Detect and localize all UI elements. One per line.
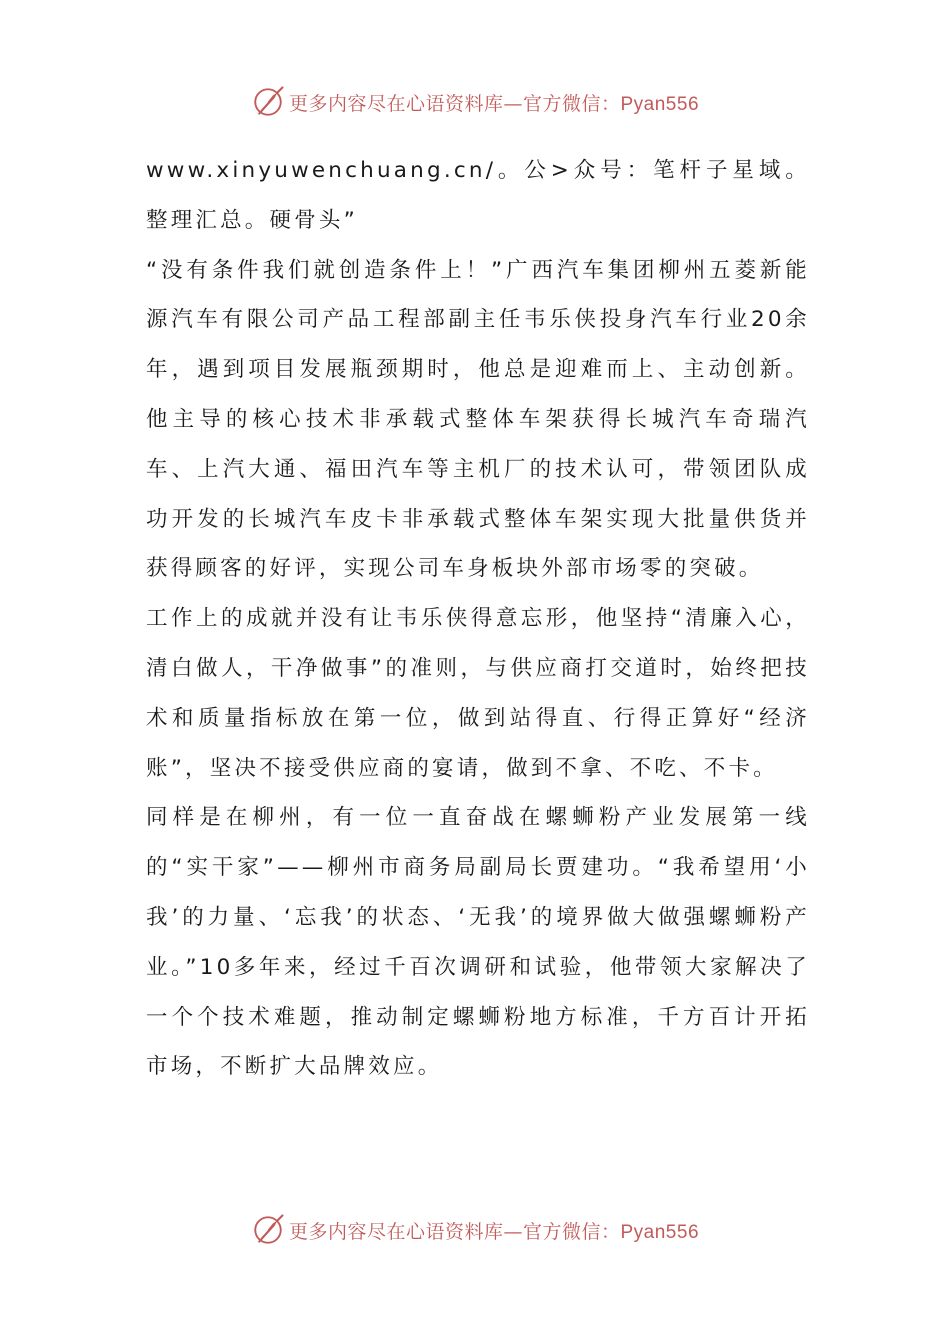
banner-text: 更多内容尽在心语资料库—官方微信：Pyan556 — [288, 1220, 700, 1243]
quill-pen-logo-icon — [251, 85, 285, 119]
document-body — [146, 146, 810, 1092]
footer-banner — [0, 1208, 950, 1252]
wechat-id: Pyan556 — [620, 93, 700, 115]
paragraph-3: 工作上的成就并没有让韦乐侠得意忘形，他坚持“清廉入心，清白做人，干净做事”的准则，与供应商打交道时，始终把技术和质量指标放在第一位，做到站得直、行得正算好“经济账”，坚决不接受供应商的宴请，做到不拿、不吃、不卡。 — [146, 606, 810, 781]
paragraph-4: 同样是在柳州，有一位一直奋战在螺蛳粉产业发展第一线的“实干家”——柳州市商务局副局长贾建功。“我希望用‘小我’的力量、‘忘我’的状态、‘无我’的境界做大做强螺蛳粉产业。”10多年来，经过千百次调研和试验，他带领大家解决了一个个技术难题，推动制定螺蛳粉地方标准，千方百计开拓市场，不断扩大品牌效应。 — [146, 805, 810, 1080]
wechat-id: Pyan556 — [620, 1221, 700, 1243]
quill-pen-logo-icon — [251, 1213, 285, 1247]
header-banner — [0, 80, 950, 124]
paragraph-1: www.xinyuwenchuang.cn/。公>众号：笔杆子星域。整理汇总。硬骨头” — [146, 158, 810, 233]
banner-text: 更多内容尽在心语资料库—官方微信：Pyan556 — [288, 92, 700, 115]
paragraph-2: “没有条件我们就创造条件上！”广西汽车集团柳州五菱新能源汽车有限公司产品工程部副主任韦乐侠投身汽车行业20余年，遇到项目发展瓶颈期时，他总是迎难而上、主动创新。他主导的核心技术非承载式整体车架获得长城汽车奇瑞汽车、上汽大通、福田汽车等主机厂的技术认可，带领团队成功开发的长城汽车皮卡非承载式整体车架实现大批量供货并获得顾客的好评，实现公司车身板块外部市场零的突破。 — [146, 257, 810, 582]
